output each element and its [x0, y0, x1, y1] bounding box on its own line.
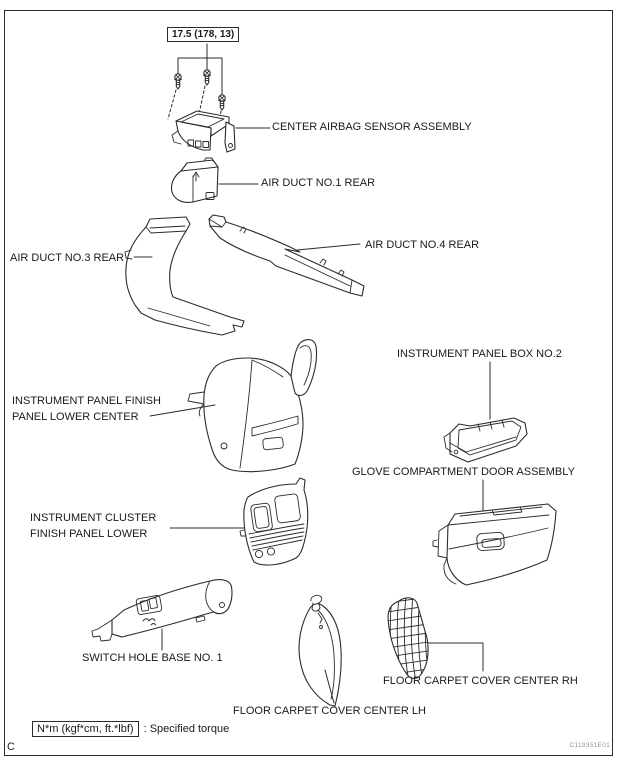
label-line: INSTRUMENT PANEL FINISH: [12, 395, 161, 407]
label-switch-hole-base: SWITCH HOLE BASE NO. 1: [82, 652, 223, 664]
label-line: INSTRUMENT CLUSTER: [30, 512, 157, 524]
label-air-duct-no4: AIR DUCT NO.4 REAR: [365, 239, 480, 251]
torque-legend-text: : Specified torque: [143, 723, 230, 735]
ip-box-no2-drawing: [444, 362, 527, 462]
label-glove-door: GLOVE COMPARTMENT DOOR ASSEMBLY: [352, 466, 575, 478]
label-air-duct-no3: AIR DUCT NO.3 REAR: [10, 252, 125, 264]
figure-code: C119351E01: [569, 742, 610, 749]
label-floor-carpet-lh: FLOOR CARPET COVER CENTER LH: [233, 705, 426, 717]
page-marker: C: [7, 741, 15, 753]
air-duct-no4-drawing: [209, 215, 364, 296]
floor-carpet-lh-drawing: [299, 595, 341, 706]
glove-door-drawing: [433, 480, 556, 585]
cluster-finish-panel-drawing: [170, 478, 308, 565]
switch-hole-base-drawing: [92, 580, 232, 650]
torque-unit-box: N*m (kgf*cm, ft.*lbf): [32, 721, 139, 737]
floor-carpet-rh-drawing: [380, 595, 483, 682]
label-floor-carpet-rh: FLOOR CARPET COVER CENTER RH: [383, 675, 578, 687]
label-line: FINISH PANEL LOWER: [30, 527, 148, 540]
label-cluster-finish-panel: [30, 511, 156, 542]
center-airbag-sensor-drawing: [172, 111, 270, 152]
label-center-airbag-sensor: CENTER AIRBAG SENSOR ASSEMBLY: [272, 121, 472, 133]
ip-finish-panel-lower-center-drawing: [150, 340, 317, 472]
label-ip-finish-panel-lower-center: [12, 393, 161, 425]
label-air-duct-no1: AIR DUCT NO.1 REAR: [261, 177, 376, 189]
label-ip-box-no2: INSTRUMENT PANEL BOX NO.2: [397, 348, 562, 360]
torque-leader-lines: [178, 44, 222, 94]
torque-legend: [32, 721, 229, 737]
air-duct-no1-drawing: [171, 158, 258, 202]
torque-spec-box: 17.5 (178, 13): [167, 27, 239, 42]
label-line: PANEL LOWER CENTER: [12, 411, 139, 423]
